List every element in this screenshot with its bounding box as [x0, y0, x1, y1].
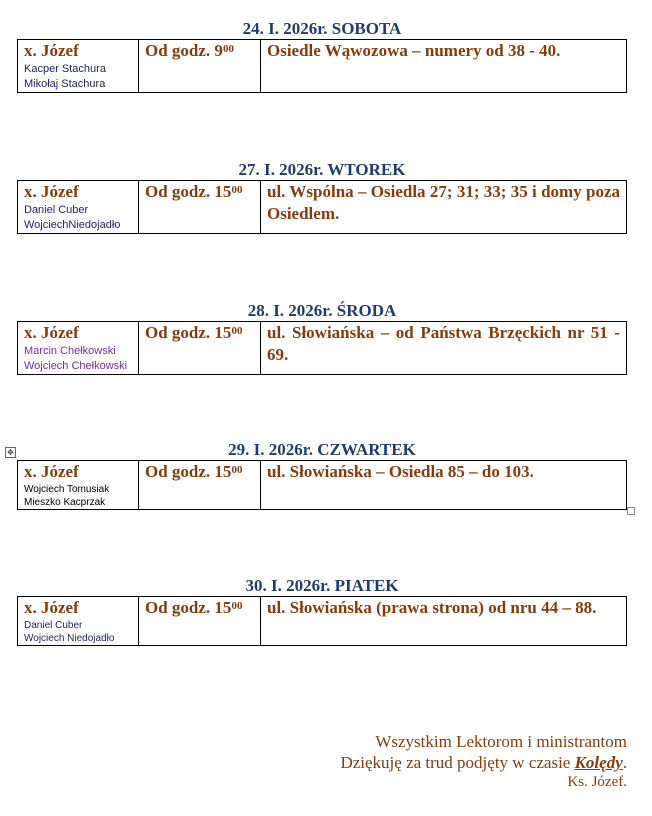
time-label: Od godz. 15: [145, 323, 232, 342]
time-sup: 00: [231, 184, 243, 196]
altar-server: WojciechNiedojadło: [24, 219, 121, 231]
area-cell: ul. Słowiańska (prawa strona) od nru 44 – 88.: [261, 597, 627, 646]
schedule-table: [17, 460, 627, 510]
time-sup: 00: [231, 600, 243, 612]
time-sup: 00: [231, 464, 243, 476]
resize-square-icon[interactable]: [627, 507, 635, 515]
day-block-4: [17, 440, 627, 510]
altar-server: Mikołaj Stachura: [24, 78, 106, 90]
table-row: [18, 181, 627, 234]
closing-line-1: Wszystkim Lektorom i ministrantom: [375, 732, 627, 751]
altar-server: Daniel Cuber: [24, 620, 83, 631]
altar-server: Wojciech Niedojadło: [24, 633, 115, 644]
time-cell: [139, 40, 261, 93]
time-cell: [139, 597, 261, 646]
day-title: 29. I. 2026r. CZWARTEK: [228, 440, 416, 459]
priest-name: x. Józef: [24, 41, 79, 60]
area-cell: Osiedle Wąwozowa – numery od 38 - 40.: [261, 40, 627, 93]
time-sup: 00: [231, 325, 243, 337]
time-cell: [139, 322, 261, 375]
priest-cell: [18, 597, 139, 646]
priest-cell: [18, 461, 139, 510]
priest-cell: [18, 322, 139, 375]
time-sup: 00: [222, 43, 234, 55]
day-block-5: [17, 576, 627, 646]
table-row: [18, 597, 627, 646]
day-block-2: [17, 160, 627, 234]
altar-server: Mieszko Kacprzak: [24, 497, 106, 508]
schedule-table: [17, 180, 627, 234]
closing-note: [340, 731, 627, 791]
time-label: Od godz. 15: [145, 182, 232, 201]
day-title: 30. I. 2026r. PIATEK: [245, 576, 399, 595]
closing-line-2: [340, 752, 627, 773]
priest-cell: [18, 40, 139, 93]
schedule-table: [17, 39, 627, 93]
table-row: [18, 322, 627, 375]
day-block-1: [17, 19, 627, 93]
day-title: 28. I. 2026r. ŚRODA: [247, 301, 397, 320]
closing-signature: Ks. Józef.: [567, 774, 627, 790]
closing-line-2-prefix: Dziękuję za trud podjęty w czasie: [340, 753, 575, 772]
altar-server: Wojciech Tomusiak: [24, 484, 110, 495]
altar-server: Marcin Chełkowski: [24, 345, 116, 357]
altar-server: Kacper Stachura: [24, 63, 106, 75]
priest-name: x. Józef: [24, 462, 79, 481]
time-label: Od godz. 15: [145, 462, 232, 481]
day-block-3: [17, 301, 627, 375]
time-label: Od godz. 9: [145, 41, 223, 60]
schedule-table: [17, 321, 627, 375]
closing-emphasis: Kolędy: [574, 753, 623, 772]
day-title: 27. I. 2026r. WTOREK: [238, 160, 406, 179]
area-cell: ul. Słowiańska – Osiedla 85 – do 103.: [261, 461, 627, 510]
schedule-table: [17, 596, 627, 646]
move-cross-icon[interactable]: ✥: [5, 447, 16, 458]
priest-name: x. Józef: [24, 598, 79, 617]
table-row: [18, 461, 627, 510]
closing-line-2-suffix: .: [622, 753, 627, 772]
area-cell: ul. Wspólna – Osiedla 27; 31; 33; 35 i domy poza Osiedlem.: [261, 181, 627, 234]
time-cell: [139, 181, 261, 234]
priest-name: x. Józef: [24, 182, 79, 201]
altar-server: Wojciech Chełkowski: [24, 360, 128, 372]
priest-name: x. Józef: [24, 323, 79, 342]
altar-server: Daniel Cuber: [24, 204, 89, 216]
area-cell: ul. Słowiańska – od Państwa Brzęckich nr 51 - 69.: [261, 322, 627, 375]
table-row: [18, 40, 627, 93]
time-label: Od godz. 15: [145, 598, 232, 617]
priest-cell: [18, 181, 139, 234]
day-title: 24. I. 2026r. SOBOTA: [242, 19, 402, 38]
time-cell: [139, 461, 261, 510]
